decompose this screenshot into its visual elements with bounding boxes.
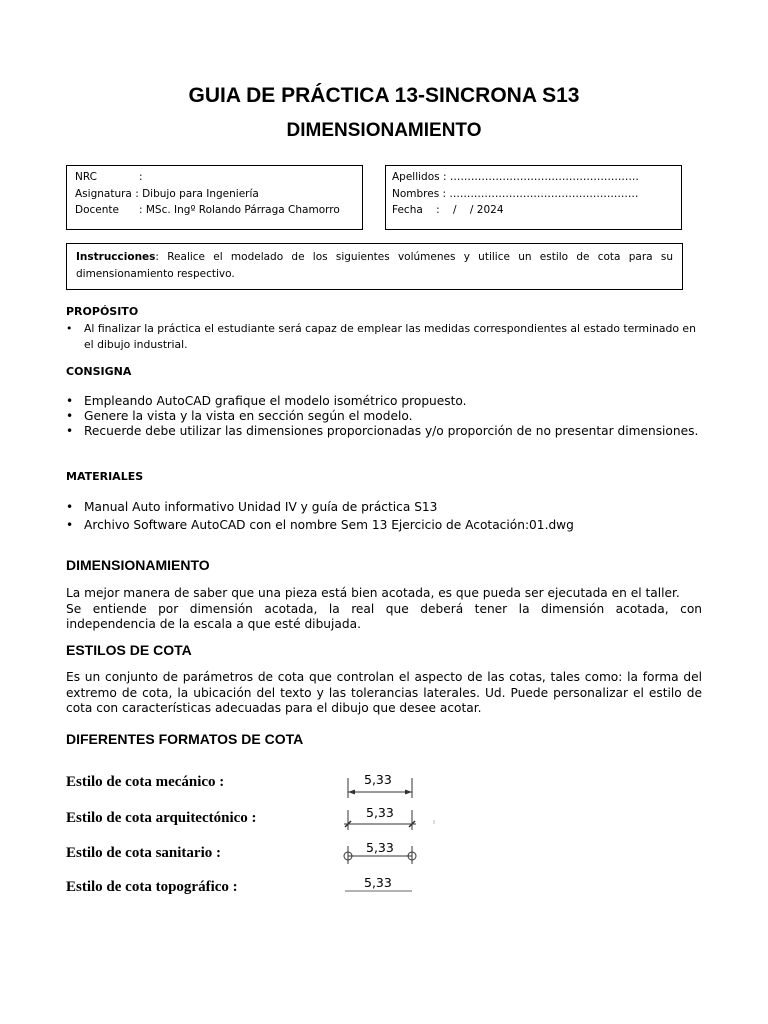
asignatura-row — [75, 186, 354, 203]
docente-row — [75, 202, 354, 219]
student-info-box — [385, 165, 682, 230]
page-subtitle: DIMENSIONAMIENTO — [286, 120, 482, 141]
materiales-list — [66, 498, 706, 534]
list-item: • Archivo Software AutoCAD con el nombre Sem 13 Ejercicio de Acotación:01.dwg — [66, 516, 706, 534]
instructions-box — [66, 243, 683, 290]
consigna-list — [66, 394, 706, 440]
style-label-arquitectonico: Estilo de cota arquitectónico : — [66, 810, 257, 826]
style-label-mecanico: Estilo de cota mecánico : — [66, 774, 225, 790]
nombres-field[interactable]: Nombres : ……………………………………………… — [392, 187, 639, 200]
list-item: • Manual Auto informativo Unidad IV y guía de práctica S13 — [66, 498, 706, 516]
docente-label: Docente — [75, 204, 119, 216]
asignatura-value: : Dibujo para Ingeniería — [135, 187, 259, 200]
instructions-text: : Realice el modelado de los siguientes volúmenes y utilice un estilo de cota para su dimensionamiento respectivo. — [76, 251, 673, 280]
dimensionamiento-paragraph — [66, 586, 702, 633]
sanitary-dimension-icon — [336, 842, 420, 866]
paragraph-line: La mejor manera de saber que una pieza está bien acotada, es que pueda ser ejecutada en el taller. — [66, 586, 680, 600]
paragraph-line: extremo de cota, la ubicación del texto y las tolerancias laterales. Ud. Puede personalizar el estilo de — [66, 685, 702, 700]
nrc-label: NRC — [75, 171, 97, 183]
dim-value-mecanico: 5,33 — [364, 772, 392, 787]
list-item: • Genere la vista y la vista en sección según el modelo. — [66, 409, 706, 424]
materiales-heading: MATERIALES — [66, 470, 144, 483]
formatos-heading: DIFERENTES FORMATOS DE COTA — [66, 731, 304, 747]
dim-value-sanitario: 5,33 — [366, 840, 394, 855]
course-info-box — [66, 165, 363, 230]
page-title: GUIA DE PRÁCTICA 13-SINCRONA S13 — [188, 84, 580, 107]
nrc-value: : — [139, 171, 143, 183]
proposito-heading: PROPÓSITO — [66, 305, 139, 318]
list-item: • Recuerde debe utilizar las dimensiones proporcionadas y/o proporción de no presentar dimensiones. — [66, 424, 706, 439]
style-label-topografico: Estilo de cota topográfico : — [66, 879, 238, 895]
nrc-row — [75, 169, 354, 186]
apellidos-field[interactable]: Apellidos : ……………………………………………… — [392, 171, 639, 183]
dim-value-arquitectonico: 5,33 — [366, 805, 394, 820]
paragraph-line: independencia de la escala a que esté dibujada. — [66, 617, 361, 632]
docente-value: : MSc. Ingº Rolando Párraga Chamorro — [139, 204, 340, 216]
dim-value-topografico: 5,33 — [364, 875, 392, 890]
mechanical-dimension-icon — [340, 776, 420, 800]
paragraph-line: cota con características adecuadas para el dibujo que desee acotar. — [66, 701, 482, 716]
instructions-label: Instrucciones — [76, 251, 156, 263]
dimensionamiento-heading: DIMENSIONAMIENTO — [66, 557, 210, 573]
estilos-paragraph — [66, 670, 702, 717]
style-label-sanitario: Estilo de cota sanitario : — [66, 845, 221, 861]
paragraph-line: Se entiende por dimensión acotada, la real que deberá tener la dimensión acotada, con — [66, 601, 702, 616]
topographic-dimension-icon — [340, 886, 420, 896]
paragraph-line: Es un conjunto de parámetros de cota que controlan el aspecto de las cotas, tales como: la forma del — [66, 670, 702, 684]
list-item: • Al finalizar la práctica el estudiante será capaz de emplear las medidas correspondientes al estado terminado en el dibujo industrial. — [66, 321, 706, 353]
consigna-heading: CONSIGNA — [66, 365, 132, 378]
list-item: • Empleando AutoCAD grafique el modelo isométrico propuesto. — [66, 394, 706, 409]
asignatura-label: Asignatura — [75, 187, 132, 200]
architectural-dimension-icon — [340, 806, 440, 832]
proposito-list — [66, 321, 706, 353]
fecha-field[interactable]: Fecha : / / 2024 — [392, 204, 504, 216]
estilos-heading: ESTILOS DE COTA — [66, 642, 192, 658]
